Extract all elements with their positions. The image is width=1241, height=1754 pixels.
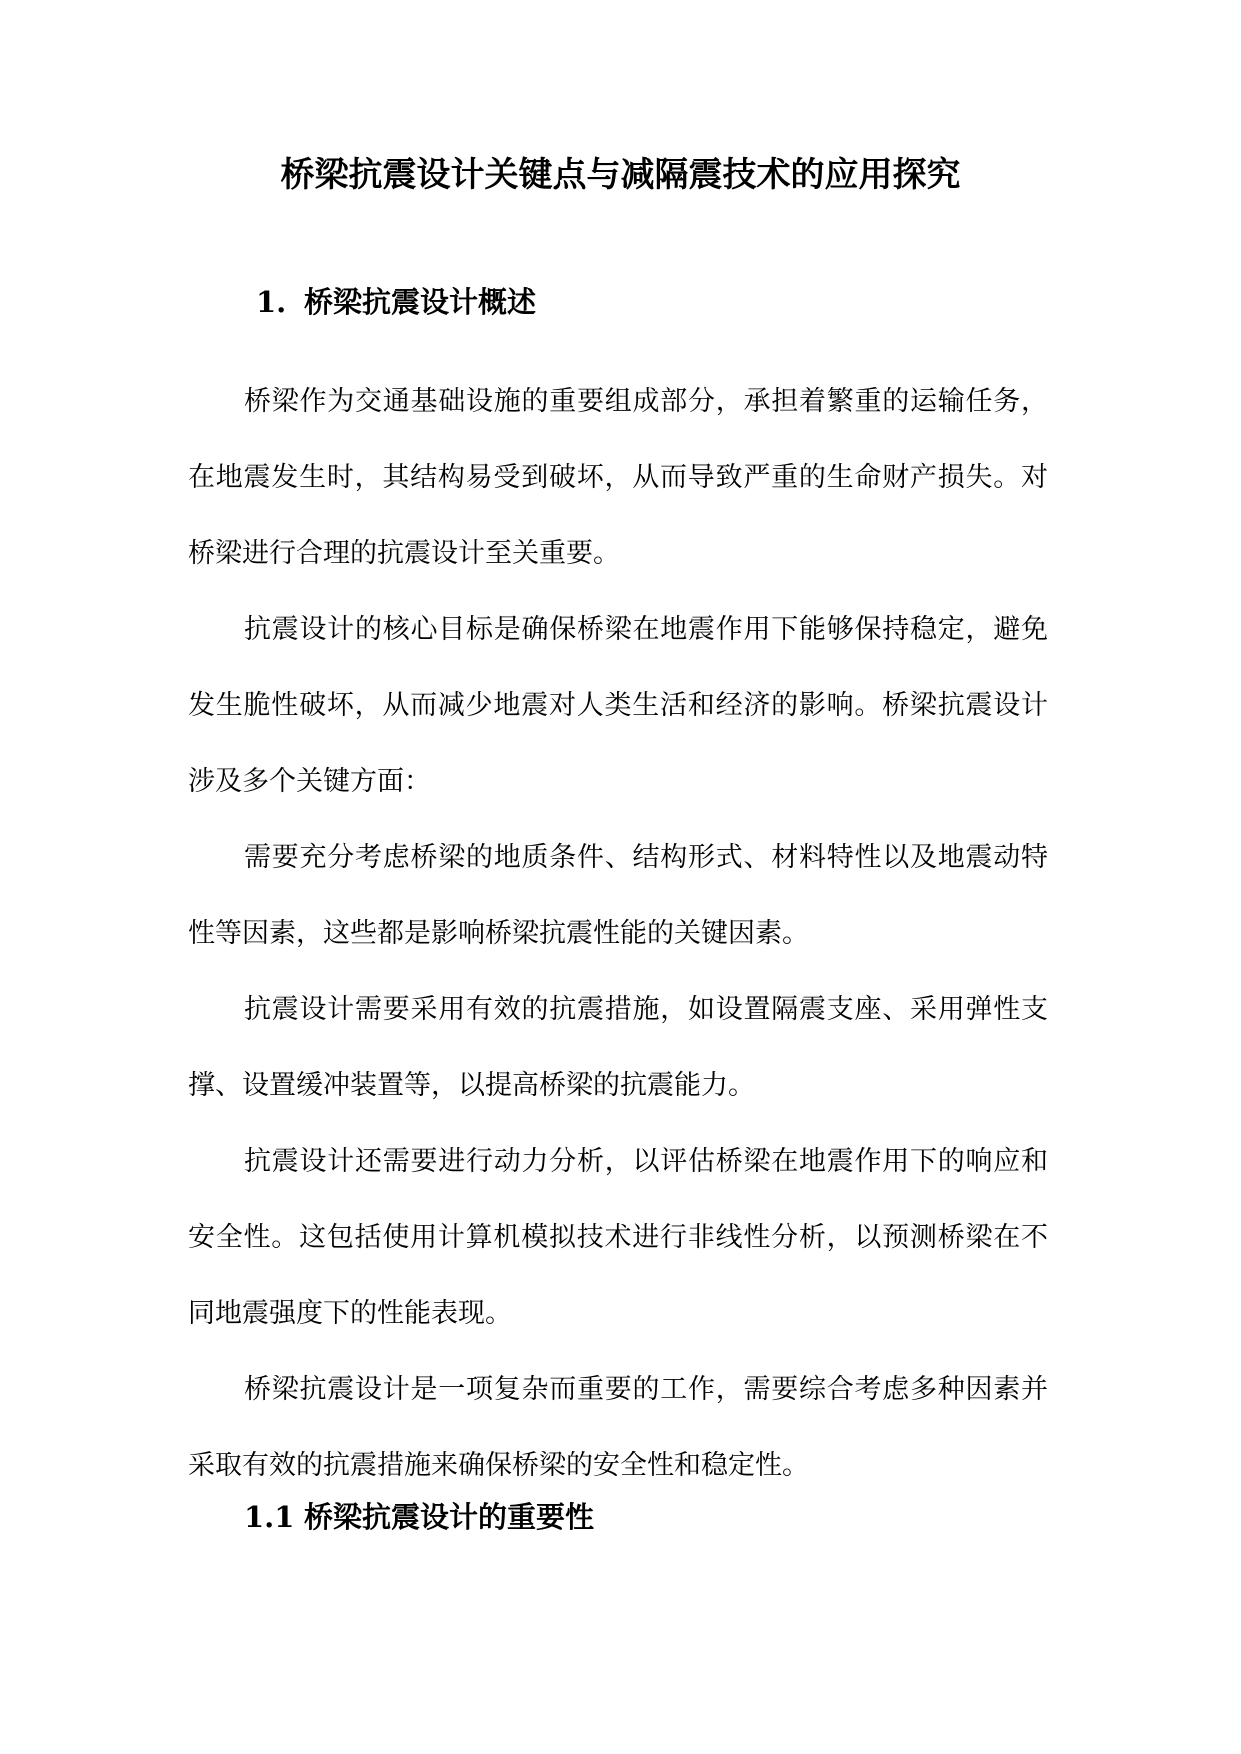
- section-heading-1: [256, 280, 536, 324]
- paragraph: 抗震设计的核心目标是确保桥梁在地震作用下能够保持稳定，避免发生脆性破坏，从而减少地震对人类生活和经济的影响。桥梁抗震设计涉及多个关键方面：: [188, 614, 1048, 797]
- section-title: 桥梁抗震设计概述: [304, 285, 537, 319]
- section-body: [188, 364, 1048, 1504]
- paragraph: 桥梁作为交通基础设施的重要组成部分，承担着繁重的运输任务，在地震发生时，其结构易受到破坏，从而导致严重的生命财产损失。对桥梁进行合理的抗震设计至关重要。: [188, 386, 1048, 569]
- document-title: 桥梁抗震设计关键点与减隔震技术的应用探究: [280, 155, 961, 195]
- paragraph: 抗震设计还需要进行动力分析，以评估桥梁在地震作用下的响应和安全性。这包括使用计算机模拟技术进行非线性分析，以预测桥梁在不同地震强度下的性能表现。: [188, 1146, 1048, 1329]
- section-title: 桥梁抗震设计的重要性: [304, 1500, 595, 1534]
- section-heading-1-1: [244, 1495, 594, 1539]
- paragraph: 桥梁抗震设计是一项复杂而重要的工作，需要综合考虑多种因素并采取有效的抗震措施来确保桥梁的安全性和稳定性。: [188, 1374, 1048, 1481]
- section-number: 1.1: [244, 1500, 295, 1534]
- paragraph: 需要充分考虑桥梁的地质条件、结构形式、材料特性以及地震动特性等因素，这些都是影响桥梁抗震性能的关键因素。: [188, 842, 1048, 949]
- paragraph: 抗震设计需要采用有效的抗震措施，如设置隔震支座、采用弹性支撑、设置缓冲装置等，以提高桥梁的抗震能力。: [188, 994, 1048, 1101]
- section-number: 1.: [256, 285, 287, 319]
